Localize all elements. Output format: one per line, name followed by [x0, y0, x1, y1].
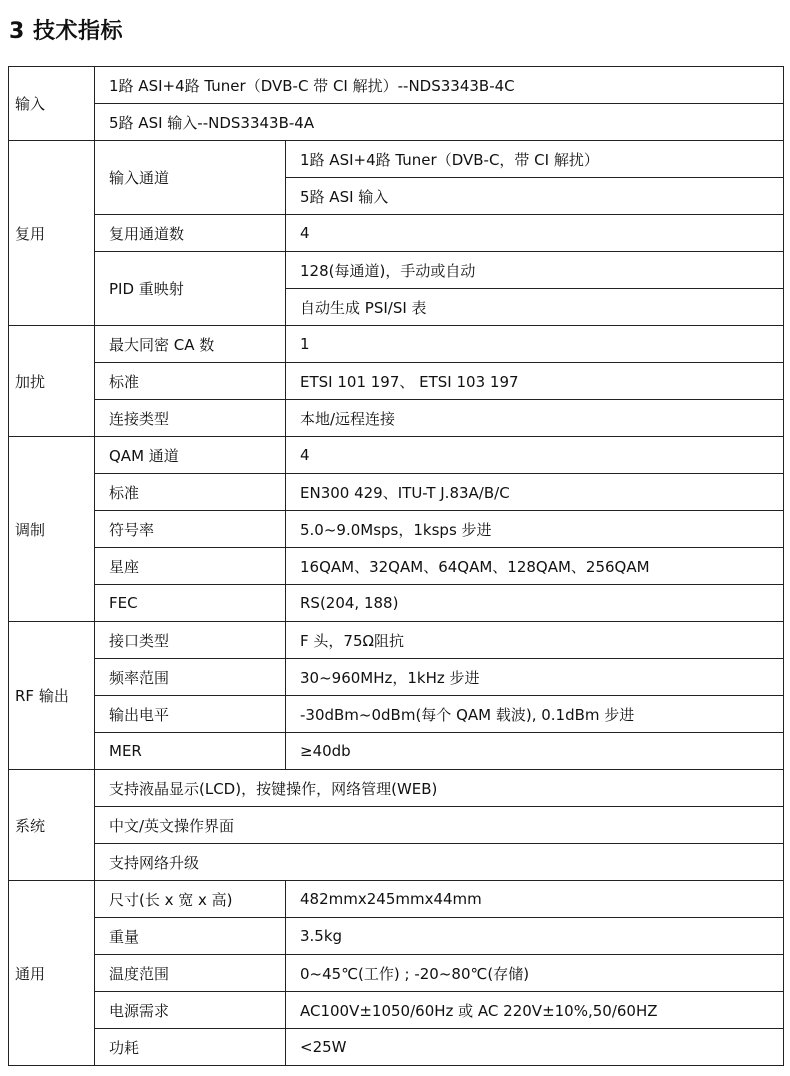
spec-value: 128(每通道)，手动或自动 [286, 252, 784, 289]
spec-label: 标准 [95, 474, 286, 511]
table-row [9, 437, 784, 474]
table-row [9, 548, 784, 585]
spec-value: 5路 ASI 输入 [286, 178, 784, 215]
table-row [9, 696, 784, 733]
category-rf-output: RF 输出 [9, 622, 95, 770]
category-scramble: 加扰 [9, 326, 95, 437]
spec-value: 482mmx245mmx44mm [286, 881, 784, 918]
table-row [9, 1029, 784, 1066]
spec-value: 4 [286, 437, 784, 474]
spec-value: 5.0~9.0Msps，1ksps 步进 [286, 511, 784, 548]
spec-label: 符号率 [95, 511, 286, 548]
section-title: 3 技术指标 [9, 19, 123, 44]
spec-label: 输出电平 [95, 696, 286, 733]
category-general: 通用 [9, 881, 95, 1066]
spec-value: EN300 429、ITU-T J.83A/B/C [286, 474, 784, 511]
table-row [9, 104, 784, 141]
spec-label: 输入通道 [95, 141, 286, 215]
spec-label: 接口类型 [95, 622, 286, 659]
table-row [9, 955, 784, 992]
spec-label: MER [95, 733, 286, 770]
category-input: 输入 [9, 67, 95, 141]
spec-value: 中文/英文操作界面 [95, 807, 784, 844]
spec-value: 5路 ASI 输入--NDS3343B-4A [95, 104, 784, 141]
table-row [9, 326, 784, 363]
table-row [9, 844, 784, 881]
table-row [9, 215, 784, 252]
spec-label: FEC [95, 585, 286, 622]
spec-value: 1路 ASI+4路 Tuner（DVB-C 带 CI 解扰）--NDS3343B-4C [95, 67, 784, 104]
table-row [9, 511, 784, 548]
spec-value: 4 [286, 215, 784, 252]
category-mux: 复用 [9, 141, 95, 326]
spec-value: 3.5kg [286, 918, 784, 955]
spec-label: 功耗 [95, 1029, 286, 1066]
spec-label: 星座 [95, 548, 286, 585]
table-row [9, 585, 784, 622]
table-row [9, 622, 784, 659]
spec-value: 本地/远程连接 [286, 400, 784, 437]
spec-label: 电源需求 [95, 992, 286, 1029]
table-row [9, 252, 784, 289]
spec-value: 0~45℃(工作) ; -20~80℃(存储) [286, 955, 784, 992]
spec-label: QAM 通道 [95, 437, 286, 474]
spec-value: 1路 ASI+4路 Tuner（DVB-C，带 CI 解扰） [286, 141, 784, 178]
spec-label: 温度范围 [95, 955, 286, 992]
spec-value: ≥40db [286, 733, 784, 770]
spec-value: ETSI 101 197、 ETSI 103 197 [286, 363, 784, 400]
spec-label: 最大同密 CA 数 [95, 326, 286, 363]
table-row [9, 770, 784, 807]
spec-label: 频率范围 [95, 659, 286, 696]
table-row [9, 400, 784, 437]
spec-value: F 头，75Ω阻抗 [286, 622, 784, 659]
table-row [9, 474, 784, 511]
category-modulation: 调制 [9, 437, 95, 622]
spec-value: 支持液晶显示(LCD)，按键操作，网络管理(WEB) [95, 770, 784, 807]
table-row [9, 807, 784, 844]
spec-value: <25W [286, 1029, 784, 1066]
table-row [9, 992, 784, 1029]
category-system: 系统 [9, 770, 95, 881]
spec-value: 16QAM、32QAM、64QAM、128QAM、256QAM [286, 548, 784, 585]
spec-label: 标准 [95, 363, 286, 400]
spec-value: AC100V±1050/60Hz 或 AC 220V±10%,50/60HZ [286, 992, 784, 1029]
spec-label: 复用通道数 [95, 215, 286, 252]
table-row [9, 659, 784, 696]
spec-table [8, 66, 784, 1066]
spec-value: 30~960MHz，1kHz 步进 [286, 659, 784, 696]
table-row [9, 881, 784, 918]
spec-label: 重量 [95, 918, 286, 955]
table-row [9, 733, 784, 770]
table-row [9, 67, 784, 104]
spec-value: 支持网络升级 [95, 844, 784, 881]
spec-label: 连接类型 [95, 400, 286, 437]
table-row [9, 141, 784, 178]
table-row [9, 918, 784, 955]
spec-value: 自动生成 PSI/SI 表 [286, 289, 784, 326]
table-row [9, 363, 784, 400]
spec-value: -30dBm~0dBm(每个 QAM 载波), 0.1dBm 步进 [286, 696, 784, 733]
spec-value: RS(204, 188) [286, 585, 784, 622]
spec-label: PID 重映射 [95, 252, 286, 326]
spec-label: 尺寸(长 x 宽 x 高) [95, 881, 286, 918]
spec-value: 1 [286, 326, 784, 363]
